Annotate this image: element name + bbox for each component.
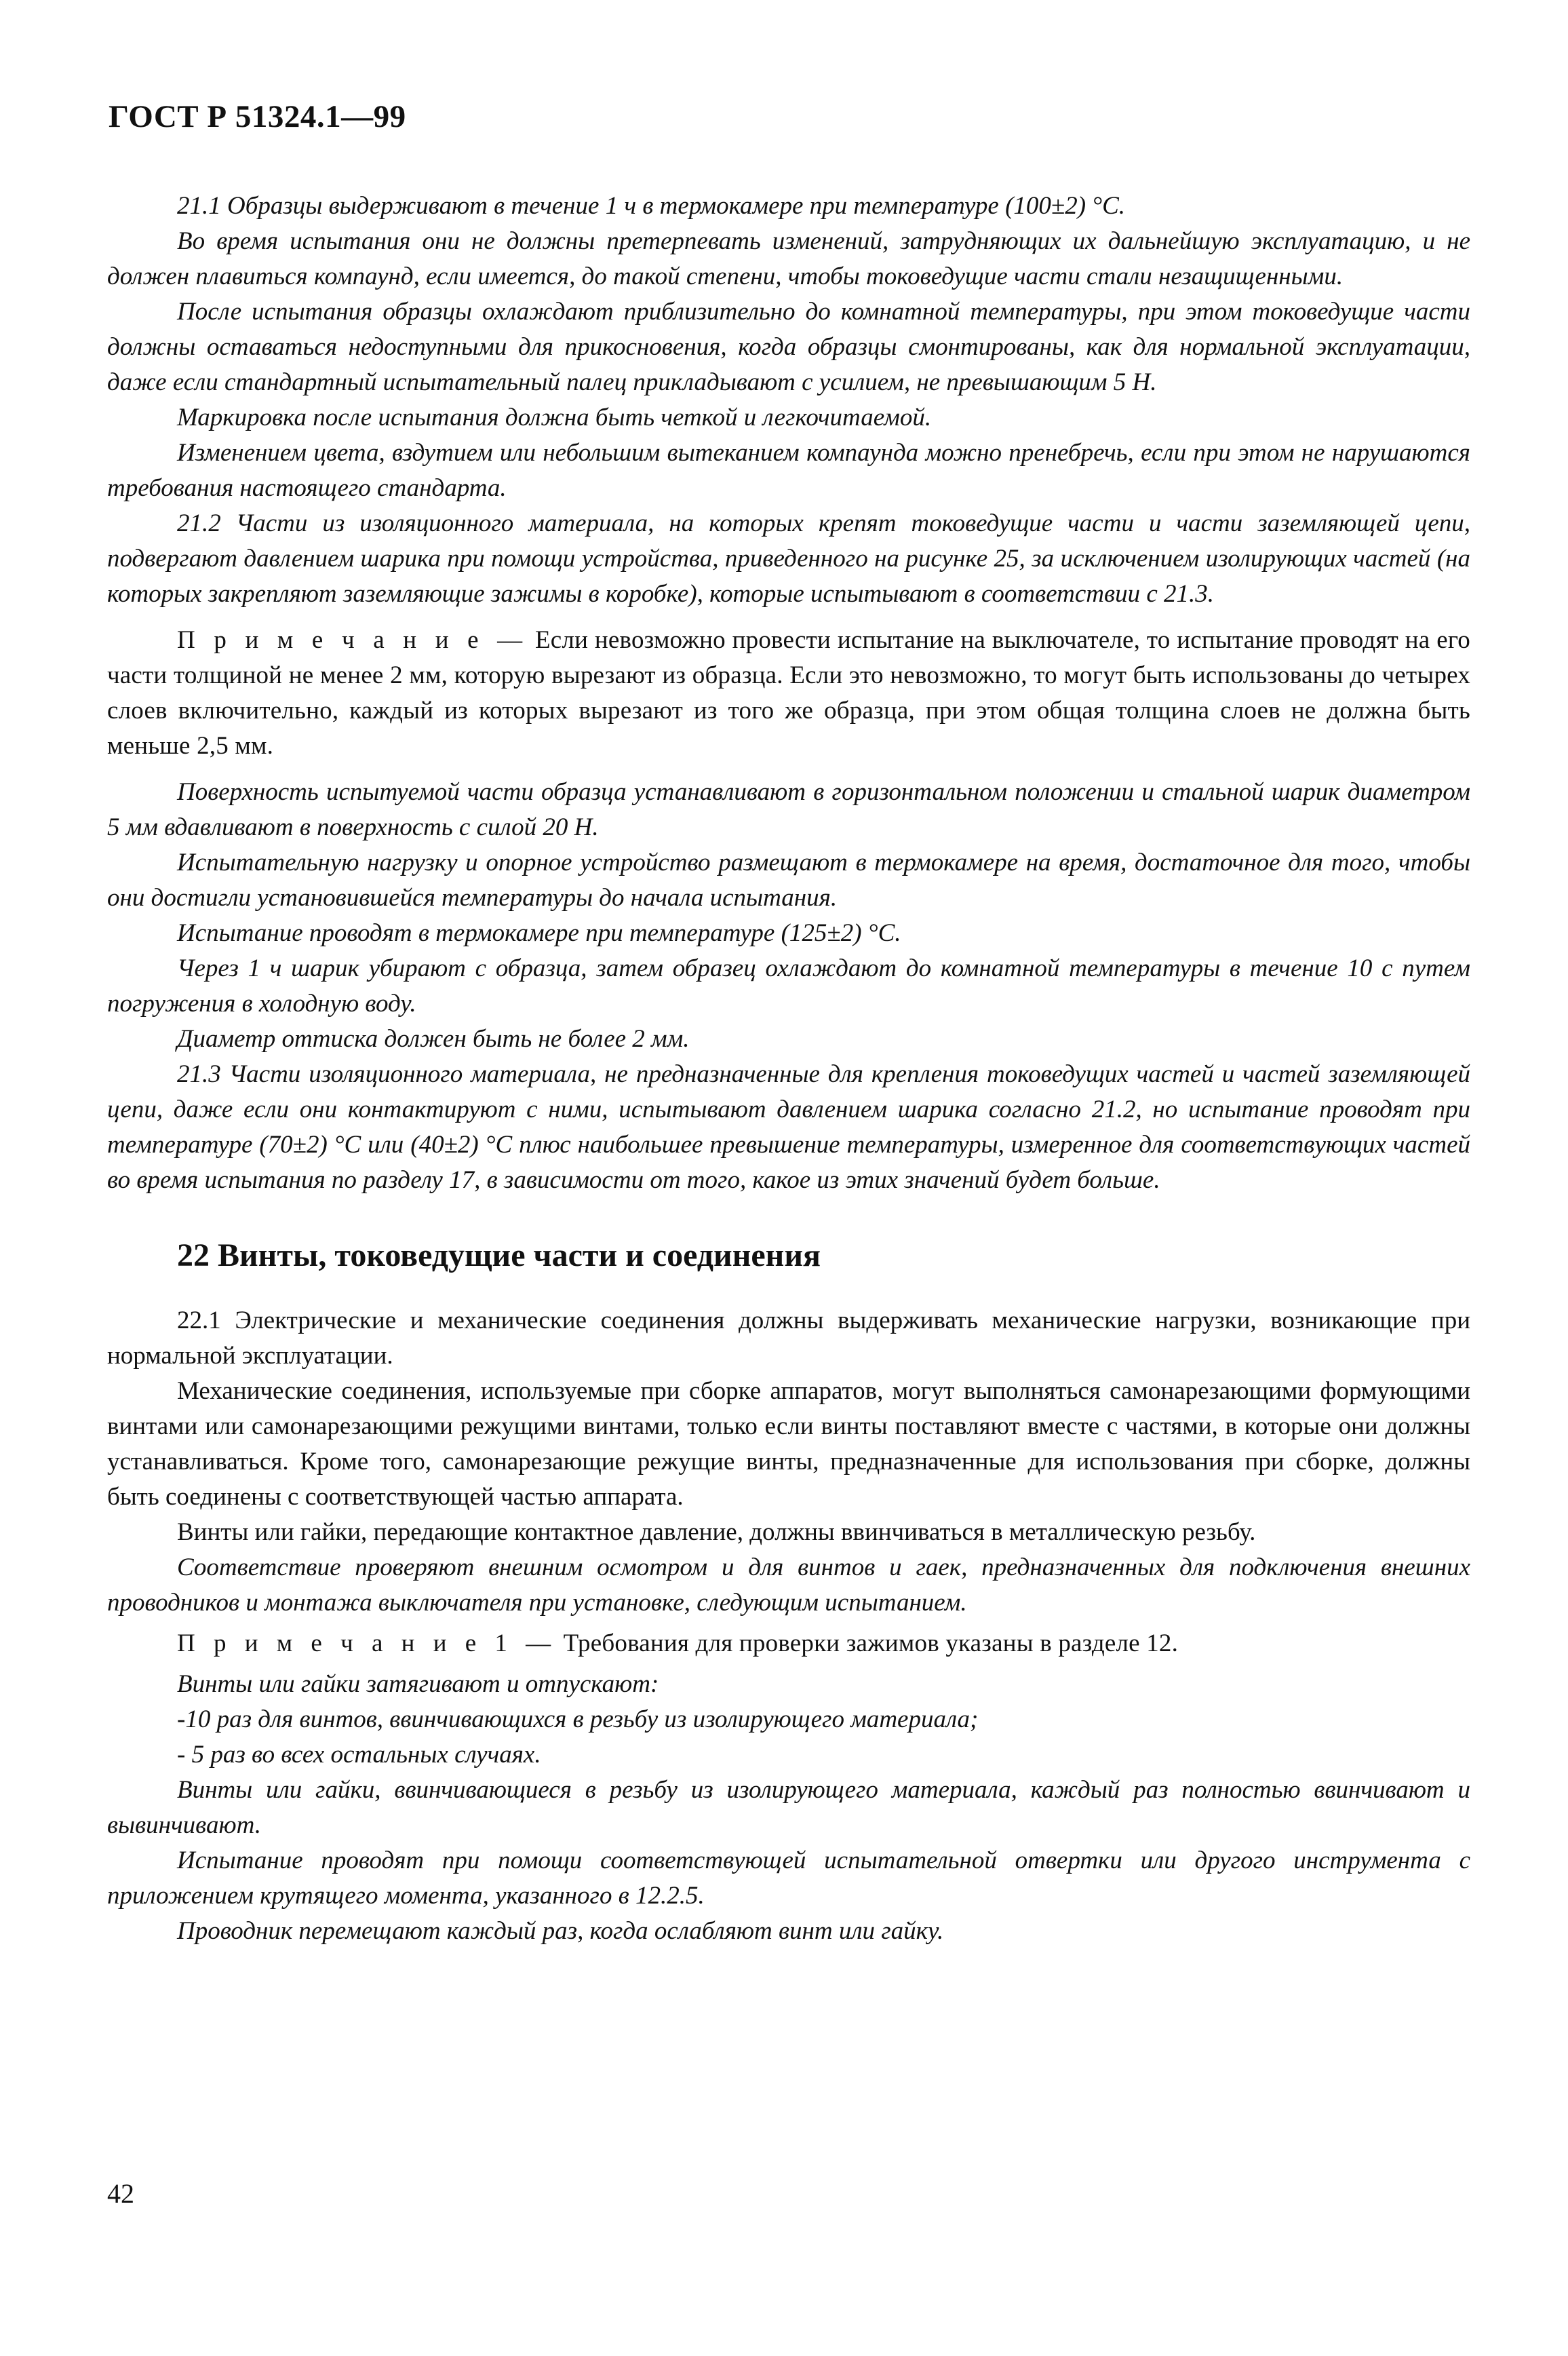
paragraph: Поверхность испытуемой части образца устанавливают в горизонтальном положении и стальной шарик диаметром 5 мм вдавливают в поверхность с силой 20 Н. [107, 778, 1470, 841]
paragraph: Винты или гайки, передающие контактное давление, должны ввинчиваться в металлическую резьбу. [177, 1518, 1256, 1546]
page-content [107, 189, 1470, 1949]
paragraph: Проводник перемещают каждый раз, когда ослабляют винт или гайку. [177, 1917, 944, 1945]
paragraph: Испытание проводят в термокамере при температуре (125±2) °С. [177, 919, 901, 947]
paragraph: Через 1 ч шарик убирают с образца, затем образец охлаждают до комнатной температуры в течение 10 с путем погружения в холодную воду. [107, 954, 1470, 1018]
paragraph-21-2: 21.2 Части из изоляционного материала, на которых крепят токоведущие части и части заземляющей цепи, подвергают давлением шарика при помощи устройства, приведенного на рисунке 25, за исключением изолирующих частей (на которых закрепляют заземляющие зажимы в коробке), которые испытывают в соответствии с 21.3. [107, 509, 1470, 608]
section-heading-22: 22 Винты, токоведущие части и соединения [177, 1237, 821, 1273]
paragraph-21-1: 21.1 Образцы выдерживают в течение 1 ч в термокамере при температуре (100±2) °С. [177, 192, 1126, 220]
paragraph-21-3: 21.3 Части изоляционного материала, не предназначенные для крепления токоведущих частей и частей заземляющей цепи, даже если они контактируют с ними, испытывают давлением шарика согласно 21.2, но испытание проводят при температуре (70±2) °С или (40±2) °С плюс наибольшее превышение температуры, измеренное для соответствующих частей во время испытания по разделу 17, в зависимости от того, какое из этих значений будет больше. [107, 1060, 1470, 1194]
document-header: ГОСТ Р 51324.1—99 [109, 99, 406, 134]
paragraph: Изменением цвета, вздутием или небольшим вытеканием компаунда можно пренебречь, если при этом не нарушаются требования настоящего стандарта. [107, 439, 1470, 502]
note-paragraph [107, 1626, 1470, 1661]
list-item: -10 раз для винтов, ввинчивающихся в резьбу из изолирующего материала; [177, 1705, 979, 1733]
paragraph: Соответствие проверяют внешним осмотром и для винтов и гаек, предназначенных для подключения внешних проводников и монтажа выключателя при установке, следующим испытанием. [107, 1553, 1470, 1617]
paragraph: Испытание проводят при помощи соответствующей испытательной отвертки или другого инструмента с приложением крутящего момента, указанного в 12.2.5. [107, 1847, 1470, 1910]
paragraph: Маркировка после испытания должна быть четкой и легкочитаемой. [177, 404, 932, 431]
note-label: П р и м е ч а н и е — [177, 626, 529, 654]
note-text: Требования для проверки зажимов указаны в разделе 12. [563, 1629, 1179, 1657]
note-label: П р и м е ч а н и е 1 — [177, 1629, 557, 1657]
list-item: - 5 раз во всех остальных случаях. [177, 1741, 541, 1769]
paragraph: Винты или гайки затягивают и отпускают: [177, 1670, 659, 1698]
paragraph: Механические соединения, используемые при сборке аппаратов, могут выполняться самонарезающими формующими винтами или самонарезающими режущими винтами, только если винты поставляют вместе с частями, в которые они должны устанавливаться. Кроме того, самонарезающие режущие винты, предназначенные для использования при сборке, должны быть соединены с соответствующей частью аппарата. [107, 1377, 1470, 1511]
note-paragraph [107, 623, 1470, 764]
paragraph: Винты или гайки, ввинчивающиеся в резьбу из изолирующего материала, каждый раз полностью ввинчивают и вывинчивают. [107, 1776, 1470, 1839]
paragraph: Диаметр оттиска должен быть не более 2 мм. [177, 1025, 690, 1053]
page-number: 42 [107, 2178, 134, 2209]
paragraph: После испытания образцы охлаждают приблизительно до комнатной температуры, при этом токоведущие части должны оставаться недоступными для прикосновения, когда образцы смонтированы, как для нормальной эксплуатации, даже если стандартный испытательный палец прикладывают с усилием, не превышающим 5 Н. [107, 298, 1470, 396]
paragraph-22-1: 22.1 Электрические и механические соединения должны выдерживать механические нагрузки, возникающие при нормальной эксплуатации. [107, 1307, 1470, 1370]
paragraph: Во время испытания они не должны претерпевать изменений, затрудняющих их дальнейшую эксплуатацию, и не должен плавиться компаунд, если имеется, до такой степени, чтобы токоведущие части стали незащищенными. [107, 227, 1470, 290]
paragraph: Испытательную нагрузку и опорное устройство размещают в термокамере на время, достаточное для того, чтобы они достигли установившейся температуры до начала испытания. [107, 849, 1470, 912]
note-text: Если невозможно провести испытание на выключателе, то испытание проводят на его части толщиной не менее 2 мм, которую вырезают из образца. Если это невозможно, то могут быть использованы до четырех слоев включительно, каждый из которых вырезают из того же образца, при этом общая толщина слоев не должна быть меньше 2,5 мм. [107, 626, 1470, 760]
